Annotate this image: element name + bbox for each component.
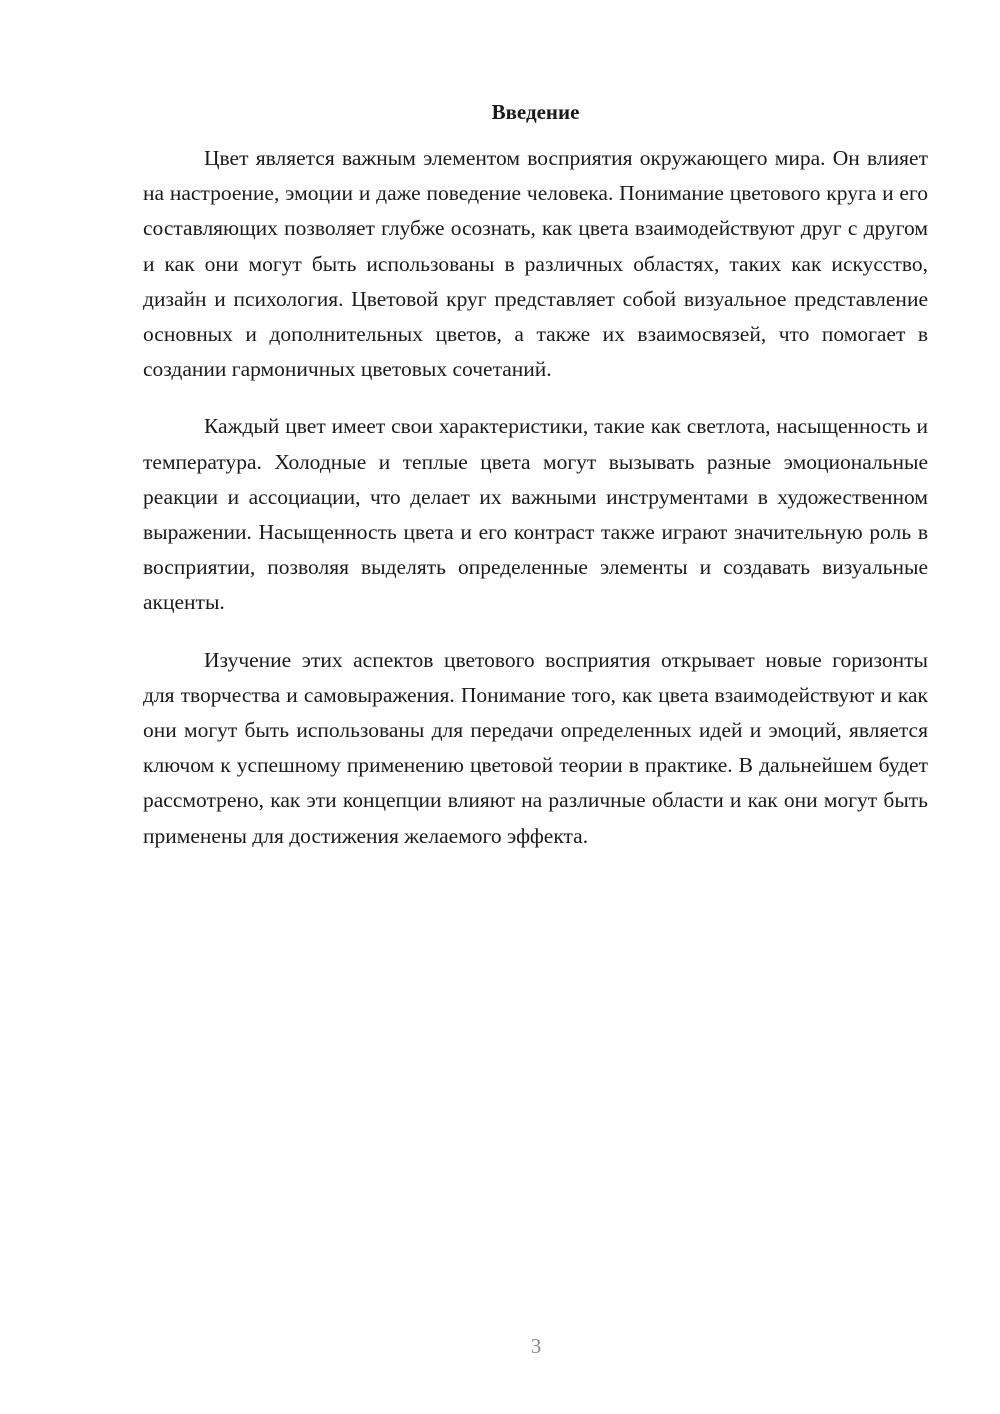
body-text xyxy=(143,141,928,876)
section-heading: Введение xyxy=(491,100,580,124)
paragraph-3: Изучение этих аспектов цветового восприятия открывает новые горизонты для творчества и самовыражения. Понимание того, как цвета взаимодействуют и как они могут быть использованы для передачи определенных идей и эмоций, является ключом к успешному применению цветовой теории в практике. В дальнейшем будет рассмотрено, как эти концепции влияют на различные области и как они могут быть применены для достижения желаемого эффекта. xyxy=(143,647,928,848)
page-number: 3 xyxy=(530,1334,542,1358)
paragraph-2: Каждый цвет имеет свои характеристики, такие как светлота, насыщенность и температура. Холодные и теплые цвета могут вызывать разные эмоциональные реакции и ассоциации, что делает их важными инструментами в художественном выражении. Насыщенность цвета и его контраст также играют значительную роль в восприятии, позволяя выделять определенные элементы и создавать визуальные акценты. xyxy=(143,414,928,615)
paragraph-1: Цвет является важным элементом восприятия окружающего мира. Он влияет на настроение, эмоции и даже поведение человека. Понимание цветового круга и его составляющих позволяет глубже осознать, как цвета взаимодействуют друг с другом и как они могут быть использованы в различных областях, таких как искусство, дизайн и психология. Цветовой круг представляет собой визуальное представление основных и дополнительных цветов, а также их взаимосвязей, что помогает в создании гармоничных цветовых сочетаний. xyxy=(143,146,928,382)
